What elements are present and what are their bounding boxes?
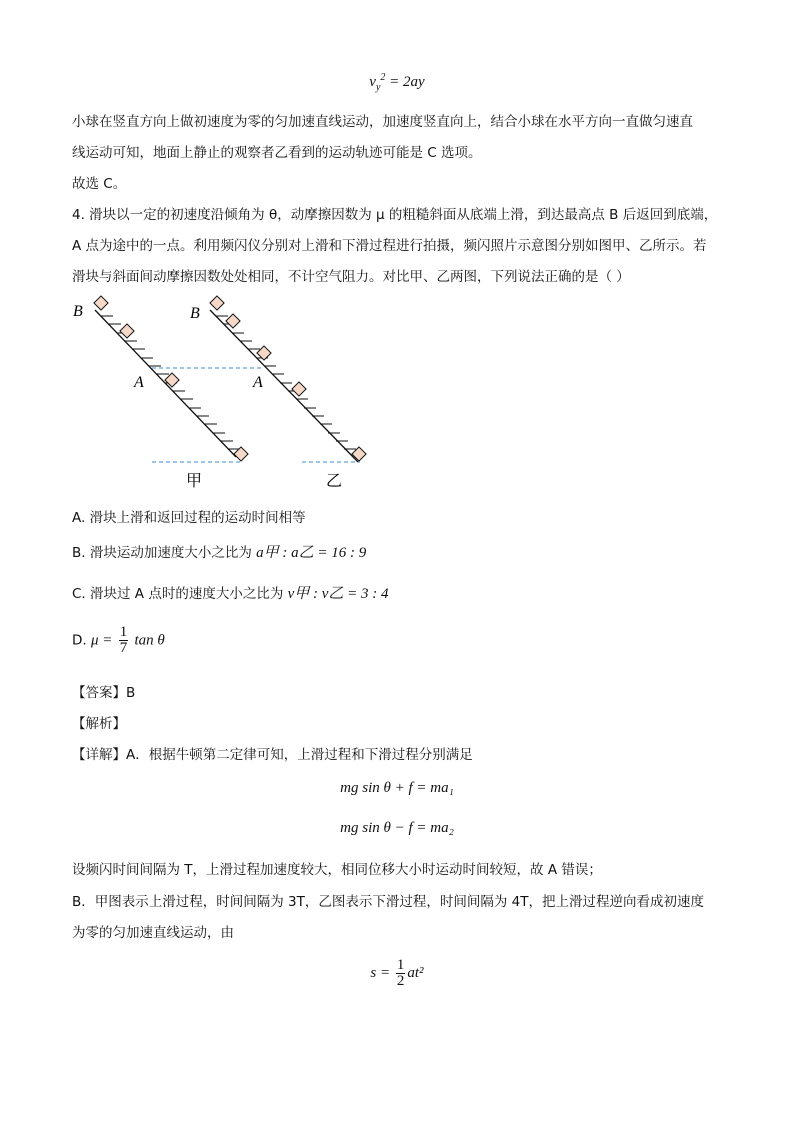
option-b: B. 滑块运动加速度大小之比为 a甲 : a乙 = 16 : 9 (72, 545, 367, 561)
equation-2: mg sin θ − f = ma₂ (340, 820, 454, 836)
option-c: C. 滑块过 A 点时的速度大小之比为 v甲 : v乙 = 3 : 4 (72, 586, 389, 602)
paragraph-line: 小球在竖直方向上做初速度为零的匀加速直线运动，加速度竖直向上，结合小球在水平方向一直做匀速直 (72, 114, 693, 130)
equation-3: s = $\frac{1}{2}$ at² (370, 957, 424, 989)
label-B-left: B (73, 303, 83, 320)
option-d: D. μ = $\frac{1}{7}$ tan θ (72, 624, 165, 656)
question-4-text: A 点为途中的一点。利用频闪仪分别对上滑和下滑过程进行拍摄，频闪照片示意图分别如图甲、乙所示。若 (72, 238, 707, 254)
paragraph-line: 故选 C。 (72, 176, 127, 192)
equation-vy-squared: $v_y^2 = 2ay$ (369, 72, 425, 93)
caption-yi: 乙 (326, 473, 343, 490)
explanation-line: 设频闪时间间隔为 T，上滑过程加速度较大，相同位移大小时运动时间较短，故 A 错误； (72, 862, 602, 878)
incline-figure (68, 292, 388, 492)
paragraph-line: 线运动可知，地面上静止的观察者乙看到的运动轨迹可能是 C 选项。 (72, 145, 482, 161)
caption-jia: 甲 (186, 473, 203, 490)
explanation-line: B．甲图表示上滑过程，时间间隔为 3T，乙图表示下滑过程，时间间隔为 4T，把上滑过程逆向看成初速度 (72, 894, 705, 910)
analysis-heading: 【解析】 (72, 716, 126, 732)
label-B-right: B (190, 305, 200, 322)
hatch-right (216, 316, 356, 449)
question-4-text: 4. 滑块以一定的初速度沿倾角为 θ，动摩擦因数为 μ 的粗糙斜面从底端上滑，到达最高点 B 后返回到底端， (72, 207, 718, 223)
detail-line: 【详解】A．根据牛顿第二定律可知，上滑过程和下滑过程分别满足 (72, 747, 473, 763)
question-4-text: 滑块与斜面间动摩擦因数处处相同，不计空气阻力。对比甲、乙两图，下列说法正确的是（ ） (72, 269, 630, 285)
slider-blocks-right (210, 296, 366, 461)
option-a: A. 滑块上滑和返回过程的运动时间相等 (72, 510, 306, 526)
label-A-right: A (253, 374, 263, 391)
equation-1: mg sin θ + f = ma₁ (340, 780, 454, 796)
slider-blocks-left (94, 296, 248, 461)
answer-line: 【答案】B (72, 685, 136, 701)
label-A-left: A (134, 374, 144, 391)
explanation-line: 为零的匀加速直线运动，由 (72, 925, 234, 941)
